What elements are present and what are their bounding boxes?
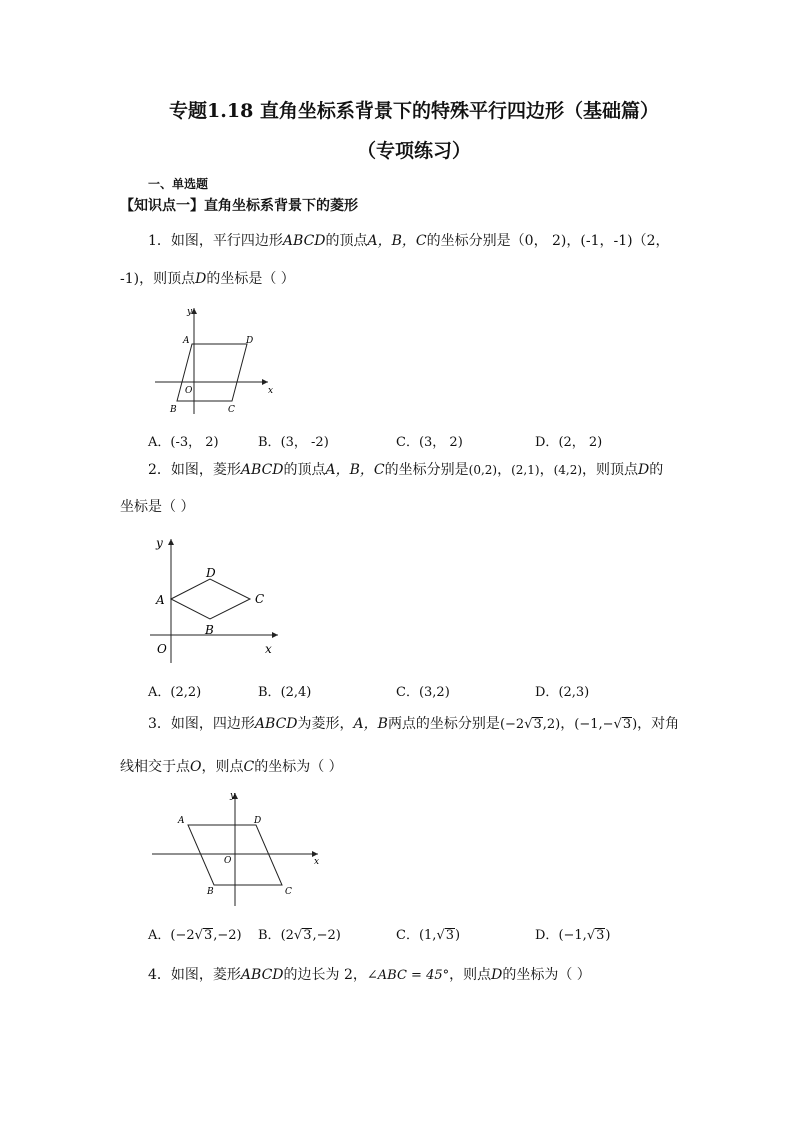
point-d-label: D bbox=[246, 336, 254, 346]
question-1-figure bbox=[150, 302, 280, 417]
point-b-label: B bbox=[207, 887, 214, 897]
question-2-line-2: 坐标是（ ） bbox=[120, 499, 195, 515]
question-3-figure bbox=[150, 790, 325, 908]
x-axis-label: x bbox=[265, 642, 272, 656]
page-subtitle: （专项练习） bbox=[356, 140, 471, 162]
point-a-label: A bbox=[156, 593, 165, 607]
point-c-label: C bbox=[285, 887, 292, 897]
q3-option-c[interactable]: C．(1,√3) bbox=[396, 928, 461, 943]
point-b-label: B bbox=[205, 623, 214, 637]
origin-label: O bbox=[157, 642, 167, 656]
q3-option-d[interactable]: D．(−1,√3) bbox=[535, 928, 611, 943]
point-b-label: B bbox=[170, 405, 177, 415]
y-axis-label: y bbox=[156, 536, 163, 550]
question-3-line-1: 3．如图，四边形ABCD为菱形，A，B两点的坐标分别是(−2√3,2)，(−1,−√3)，对角 bbox=[148, 716, 680, 732]
question-1-line-2: -1)，则顶点D的坐标是（ ） bbox=[120, 271, 295, 287]
q2-option-d[interactable]: D．(2,3) bbox=[535, 685, 590, 700]
page-title: 专题1.18 直角坐标系背景下的特殊平行四边形（基础篇） bbox=[169, 100, 659, 122]
section-heading: 一、单选题 bbox=[148, 177, 209, 191]
point-d-label: D bbox=[254, 816, 262, 826]
q1-option-a[interactable]: A．(-3， 2) bbox=[148, 435, 219, 450]
q3-option-b[interactable]: B．(2√3,−2) bbox=[258, 928, 341, 943]
x-axis-label: x bbox=[314, 857, 320, 867]
origin-label: O bbox=[224, 856, 232, 866]
q2-option-b[interactable]: B．(2,4) bbox=[258, 685, 312, 700]
question-1-line-1: 1．如图，平行四边形ABCD的顶点A，B，C的坐标分别是（0， 2)，(-1，-1)（2， bbox=[148, 233, 670, 249]
point-c-label: C bbox=[228, 405, 235, 415]
point-a-label: A bbox=[178, 816, 185, 826]
point-a-label: A bbox=[183, 336, 190, 346]
question-2-figure bbox=[150, 535, 285, 663]
question-4-line-1: 4．如图，菱形ABCD的边长为 2，∠ABC = 45°，则点D的坐标为（ ） bbox=[148, 967, 591, 983]
x-axis-label: x bbox=[268, 386, 274, 396]
q2-option-c[interactable]: C．(3,2) bbox=[396, 685, 450, 700]
y-axis-label: y bbox=[230, 791, 236, 801]
point-c-label: C bbox=[255, 592, 265, 606]
knowledge-point-heading: 【知识点一】直角坐标系背景下的菱形 bbox=[120, 198, 358, 214]
q2-option-a[interactable]: A．(2,2) bbox=[148, 685, 202, 700]
origin-label: O bbox=[185, 386, 193, 396]
q1-option-c[interactable]: C．(3， 2) bbox=[396, 435, 463, 450]
q1-option-b[interactable]: B．(3， -2) bbox=[258, 435, 329, 450]
q1-option-d[interactable]: D．(2， 2) bbox=[535, 435, 603, 450]
q3-option-a[interactable]: A．(−2√3,−2) bbox=[148, 928, 242, 943]
y-axis-label: y bbox=[187, 307, 193, 317]
point-d-label: D bbox=[206, 566, 216, 580]
question-3-line-2: 线相交于点O，则点C的坐标为（ ） bbox=[120, 759, 343, 775]
question-2-line-1: 2．如图，菱形ABCD的顶点A，B，C的坐标分别是(0,2)，(2,1)，(4,2)，则顶点D的 bbox=[148, 462, 664, 478]
